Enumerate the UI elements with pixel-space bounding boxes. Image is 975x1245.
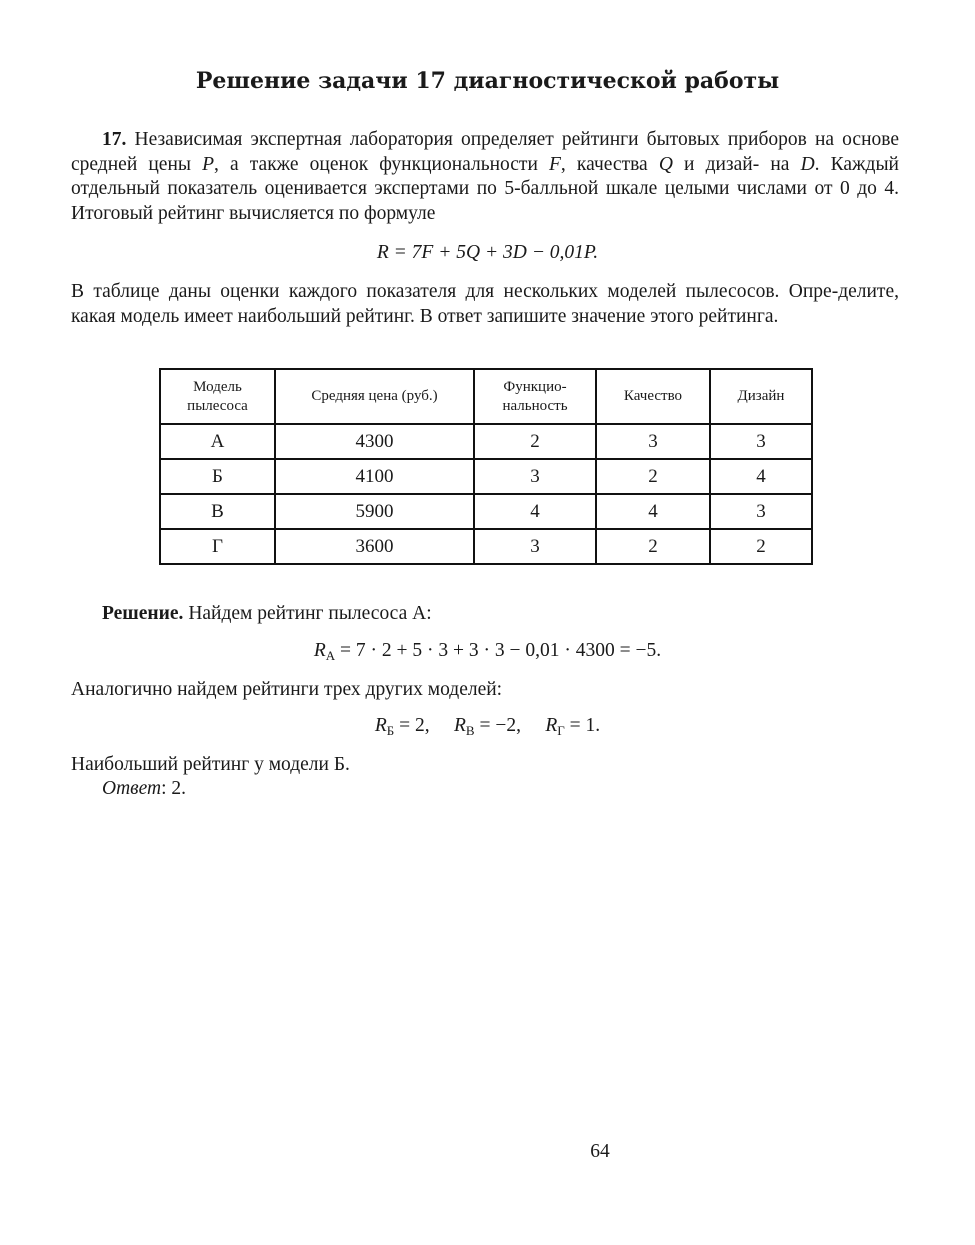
page-number: 64 bbox=[590, 1141, 610, 1162]
table-header-row bbox=[160, 369, 812, 424]
cell-functionality: 2 bbox=[474, 424, 596, 459]
rating-formula-text: R = 7F + 5Q + 3D − 0,01P. bbox=[376, 242, 599, 263]
table-row bbox=[160, 494, 812, 529]
header-quality: Качество bbox=[596, 369, 710, 424]
conclusion: Наибольший рейтинг у модели Б. bbox=[71, 754, 350, 775]
problem-line2d: и дизай- bbox=[672, 153, 760, 175]
cell-price: 3600 bbox=[275, 529, 474, 564]
var-d: D bbox=[800, 153, 815, 175]
other-ratings: $R_Б = 2$, $R_В = -2$, $R_Г = 1$. bbox=[374, 715, 601, 738]
ratings-table bbox=[159, 368, 813, 565]
cell-quality: 2 bbox=[596, 529, 710, 564]
formula-rest: = 7 · 2 + 5 · 3 + 3 · 3 − 0,01 · 4300 = −5. bbox=[335, 640, 662, 661]
header-model: Модель пылесоса bbox=[160, 369, 275, 424]
solution-label: Решение. bbox=[102, 603, 184, 624]
formula-sub: А bbox=[325, 648, 336, 663]
problem-line2a: на основе средней цены bbox=[71, 129, 900, 175]
cell-design: 2 bbox=[710, 529, 812, 564]
problem-line2c: , качества bbox=[560, 153, 659, 175]
header-functionality: Функцио- нальность bbox=[474, 369, 596, 424]
cell-functionality: 3 bbox=[474, 529, 596, 564]
cell-model: Б bbox=[160, 459, 275, 494]
cell-quality: 4 bbox=[596, 494, 710, 529]
formula-r: R bbox=[313, 640, 326, 661]
cell-functionality: 3 bbox=[474, 459, 596, 494]
answer bbox=[71, 777, 899, 802]
problem-statement bbox=[71, 128, 899, 226]
rating-g: = 1. bbox=[564, 715, 601, 736]
rating-v: = −2, bbox=[474, 715, 521, 736]
cell-price: 4100 bbox=[275, 459, 474, 494]
problem-line3a: на bbox=[770, 153, 801, 175]
sub-b: Б bbox=[386, 723, 395, 738]
cell-model: В bbox=[160, 494, 275, 529]
table-row bbox=[160, 459, 812, 494]
header-price: Средняя цена (руб.) bbox=[275, 369, 474, 424]
page-title: Решение задачи 17 диагностической работы bbox=[195, 68, 780, 94]
problem-line3b: . Каждый отдельный показатель оценивается экспертами по 5-балльной шкале bbox=[71, 153, 899, 200]
cell-quality: 3 bbox=[596, 424, 710, 459]
cell-quality: 2 bbox=[596, 459, 710, 494]
sub-g: Г bbox=[557, 723, 565, 738]
problem-line1: Независимая экспертная лаборатория определяет рейтинги бытовых приборов bbox=[134, 129, 807, 150]
answer-value: : 2. bbox=[161, 778, 187, 799]
rating-formula bbox=[0, 242, 975, 264]
cell-model: А bbox=[160, 424, 275, 459]
cell-design: 3 bbox=[710, 424, 812, 459]
table-row bbox=[160, 424, 812, 459]
cell-design: 3 bbox=[710, 494, 812, 529]
table-row bbox=[160, 529, 812, 564]
problem-line2b: , а также оценок функциональности bbox=[214, 153, 549, 175]
cell-price: 4300 bbox=[275, 424, 474, 459]
rating-b: = 2, bbox=[394, 715, 430, 736]
var-p: P bbox=[202, 153, 215, 175]
solution-intro bbox=[71, 602, 899, 627]
analog-text: Аналогично найдем рейтинги трех других моделей: bbox=[71, 679, 503, 700]
sub-v: В bbox=[465, 723, 475, 738]
solution-formula bbox=[0, 640, 975, 664]
cell-price: 5900 bbox=[275, 494, 474, 529]
problem-number: 17. bbox=[102, 129, 127, 150]
problem-line4: целыми числами от 0 до 4. Итоговый рейтинг вычисляется по формуле bbox=[71, 178, 900, 224]
header-design: Дизайн bbox=[710, 369, 812, 424]
cell-functionality: 4 bbox=[474, 494, 596, 529]
cell-design: 4 bbox=[710, 459, 812, 494]
table-intro: В таблице даны оценки каждого показателя для нескольких моделей пылесосов. Опре-делите, какая модель имеет наибольший рейтинг. В ответ запишите значение этого рейтинга. bbox=[71, 281, 899, 327]
solution-text: Найдем рейтинг пылесоса А: bbox=[183, 603, 432, 624]
var-q: Q bbox=[658, 153, 673, 175]
cell-model: Г bbox=[160, 529, 275, 564]
answer-label: Ответ bbox=[102, 778, 162, 799]
var-f: F bbox=[549, 153, 561, 175]
